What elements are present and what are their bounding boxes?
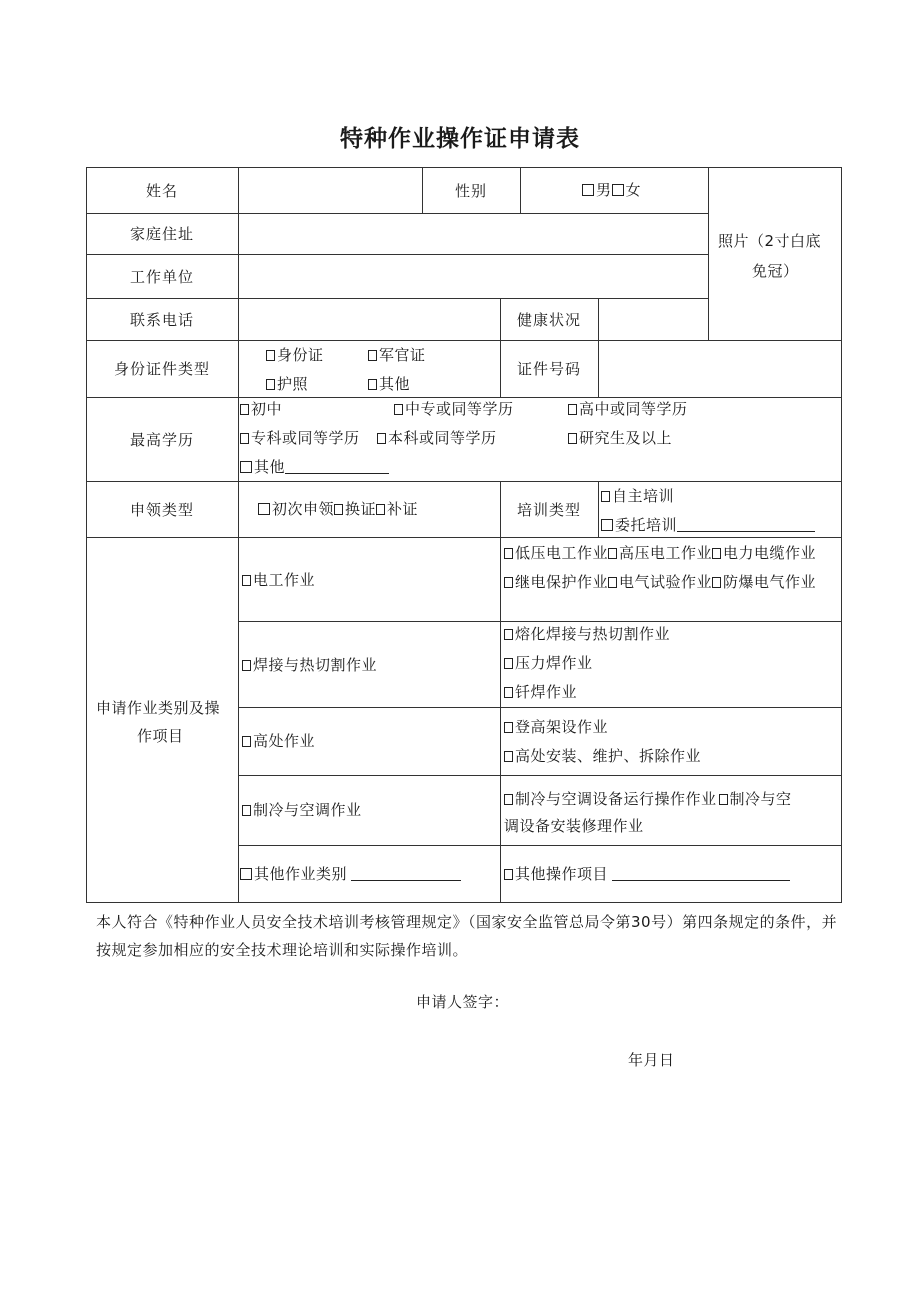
- checkbox-icon: [266, 379, 275, 390]
- gender-female-option[interactable]: 女: [612, 181, 642, 199]
- item-refrig-operation[interactable]: 制冷与空调设备运行操作作业 制冷与空: [504, 789, 792, 809]
- item-high-voltage[interactable]: 高压电工作业: [608, 544, 712, 562]
- category-label-full: [87, 538, 237, 902]
- checkbox-icon: [504, 577, 513, 588]
- other-category-blank[interactable]: [351, 865, 461, 881]
- id-option-officer[interactable]: 军官证: [368, 345, 426, 365]
- declaration-text: 本人符合《特种作业人员安全技术培训考核管理规定》（国家安全监管总局令第30号）第四条规定的条件，并按规定参加相应的安全技术理论培训和实际操作培训。: [96, 913, 838, 959]
- item-refrig-install-part1: 制冷与空: [729, 790, 792, 808]
- checkbox-icon: [608, 548, 617, 559]
- checkbox-icon: [242, 805, 251, 816]
- checkbox-icon: [504, 687, 513, 698]
- other-item-blank[interactable]: [612, 865, 790, 881]
- photo-label-cont: 免冠）: [752, 262, 799, 280]
- item-other[interactable]: 其他操作项目: [504, 864, 790, 884]
- checkbox-icon: [504, 751, 513, 762]
- checkbox-icon: [504, 658, 513, 669]
- category-welding[interactable]: 焊接与热切割作业: [242, 655, 377, 675]
- address-field[interactable]: [238, 213, 708, 254]
- edu-other-blank[interactable]: [285, 458, 389, 474]
- employer-label: 工作单位: [129, 267, 194, 286]
- checkbox-icon: [568, 404, 577, 415]
- date-label: 年月日: [628, 1051, 675, 1069]
- health-label: 健康状况: [516, 310, 581, 329]
- education-label: 最高学历: [129, 430, 194, 449]
- photo-box: [709, 168, 841, 340]
- checkbox-icon: [240, 433, 249, 444]
- checkbox-icon: [568, 433, 577, 444]
- photo-label: 照片（2寸白底: [718, 232, 822, 250]
- name-label: 姓名: [145, 181, 178, 200]
- id-option-idcard[interactable]: 身份证: [266, 345, 324, 365]
- checkbox-icon: [368, 350, 377, 361]
- employer-field[interactable]: [238, 254, 708, 298]
- checkbox-icon: [712, 577, 721, 588]
- checkbox-icon: [601, 491, 610, 502]
- gender-male-option[interactable]: 男: [582, 181, 612, 199]
- apply-option-renew[interactable]: 换证: [334, 500, 376, 518]
- id-type-label: 身份证件类型: [113, 360, 210, 378]
- item-power-cable[interactable]: 电力电缆作业: [712, 544, 816, 562]
- edu-option-college[interactable]: 专科或同等学历: [240, 428, 360, 448]
- category-electrical[interactable]: 电工作业: [242, 570, 315, 590]
- item-relay-protection[interactable]: 继电保护作业: [504, 573, 608, 591]
- apply-option-replace[interactable]: 补证: [376, 500, 418, 518]
- electrical-items-line-1: [504, 543, 816, 563]
- id-number-field[interactable]: [598, 340, 841, 397]
- gender-options: [582, 180, 641, 200]
- category-label-cont: 作项目: [137, 727, 184, 745]
- apply-type-label: 申领类型: [129, 500, 194, 519]
- item-scaffolding[interactable]: 登高架设作业: [504, 717, 608, 737]
- checkbox-icon: [582, 184, 594, 196]
- item-refrig-install[interactable]: [504, 816, 644, 836]
- apply-options: [258, 499, 418, 519]
- item-high-install[interactable]: 高处安装、维护、拆除作业: [504, 746, 701, 766]
- item-refrig-install-part2: 调设备安装修理作业: [504, 817, 644, 835]
- checkbox-icon: [504, 794, 513, 805]
- edu-option-graduate[interactable]: 研究生及以上: [568, 428, 672, 448]
- checkbox-icon: [368, 379, 377, 390]
- checkbox-icon: [608, 577, 617, 588]
- training-option-self[interactable]: 自主培训: [601, 486, 674, 506]
- training-option-entrusted[interactable]: 委托培训: [601, 515, 815, 535]
- checkbox-icon: [240, 461, 252, 473]
- checkbox-icon: [266, 350, 275, 361]
- phone-label: 联系电话: [129, 310, 194, 329]
- category-label: 申请作业类别及操: [96, 699, 221, 717]
- checkbox-icon: [504, 629, 513, 640]
- training-type-label: 培训类型: [516, 500, 581, 519]
- item-pressure-welding[interactable]: 压力焊作业: [504, 653, 593, 673]
- id-number-label: 证件号码: [516, 360, 581, 378]
- id-option-other[interactable]: 其他: [368, 374, 410, 394]
- id-option-passport[interactable]: 护照: [266, 374, 308, 394]
- edu-option-other[interactable]: 其他: [240, 457, 389, 477]
- electrical-items-line-2: [504, 572, 816, 592]
- apply-option-first[interactable]: 初次申领: [258, 500, 334, 518]
- category-refrigeration[interactable]: 制冷与空调作业: [242, 800, 362, 820]
- checkbox-icon: [504, 869, 513, 880]
- training-entrusted-blank[interactable]: [677, 516, 815, 532]
- category-other[interactable]: 其他作业类别: [240, 864, 461, 884]
- item-fusion-welding[interactable]: 熔化焊接与热切割作业: [504, 624, 670, 644]
- health-field[interactable]: [598, 298, 708, 340]
- edu-option-junior[interactable]: 初中: [240, 399, 282, 419]
- checkbox-icon: [377, 433, 386, 444]
- item-electrical-test[interactable]: 电气试验作业: [608, 573, 712, 591]
- checkbox-icon: [240, 868, 252, 880]
- item-low-voltage[interactable]: 低压电工作业: [504, 544, 608, 562]
- checkbox-icon: [504, 722, 513, 733]
- gender-label: 性别: [454, 181, 487, 200]
- checkbox-icon: [504, 548, 513, 559]
- signature-label: 申请人签字：: [416, 993, 510, 1011]
- item-brazing[interactable]: 钎焊作业: [504, 682, 577, 702]
- edu-option-bachelor[interactable]: 本科或同等学历: [377, 428, 497, 448]
- checkbox-icon: [394, 404, 403, 415]
- checkbox-icon: [258, 503, 270, 515]
- checkbox-icon: [376, 504, 385, 515]
- checkbox-icon: [242, 575, 251, 586]
- name-field[interactable]: [238, 167, 422, 213]
- edu-option-highschool[interactable]: 高中或同等学历: [568, 399, 688, 419]
- form-title: 特种作业操作证申请表: [340, 126, 580, 152]
- checkbox-icon: [601, 519, 613, 531]
- phone-field[interactable]: [238, 298, 500, 340]
- address-label: 家庭住址: [129, 225, 194, 243]
- checkbox-icon: [334, 504, 343, 515]
- item-explosion-proof[interactable]: 防爆电气作业: [712, 573, 816, 591]
- category-height[interactable]: 高处作业: [242, 731, 315, 751]
- checkbox-icon: [240, 404, 249, 415]
- checkbox-icon: [242, 736, 251, 747]
- checkbox-icon: [242, 660, 251, 671]
- edu-option-vocational[interactable]: 中专或同等学历: [394, 399, 514, 419]
- checkbox-icon: [612, 184, 624, 196]
- checkbox-icon: [712, 548, 721, 559]
- checkbox-icon: [719, 794, 728, 805]
